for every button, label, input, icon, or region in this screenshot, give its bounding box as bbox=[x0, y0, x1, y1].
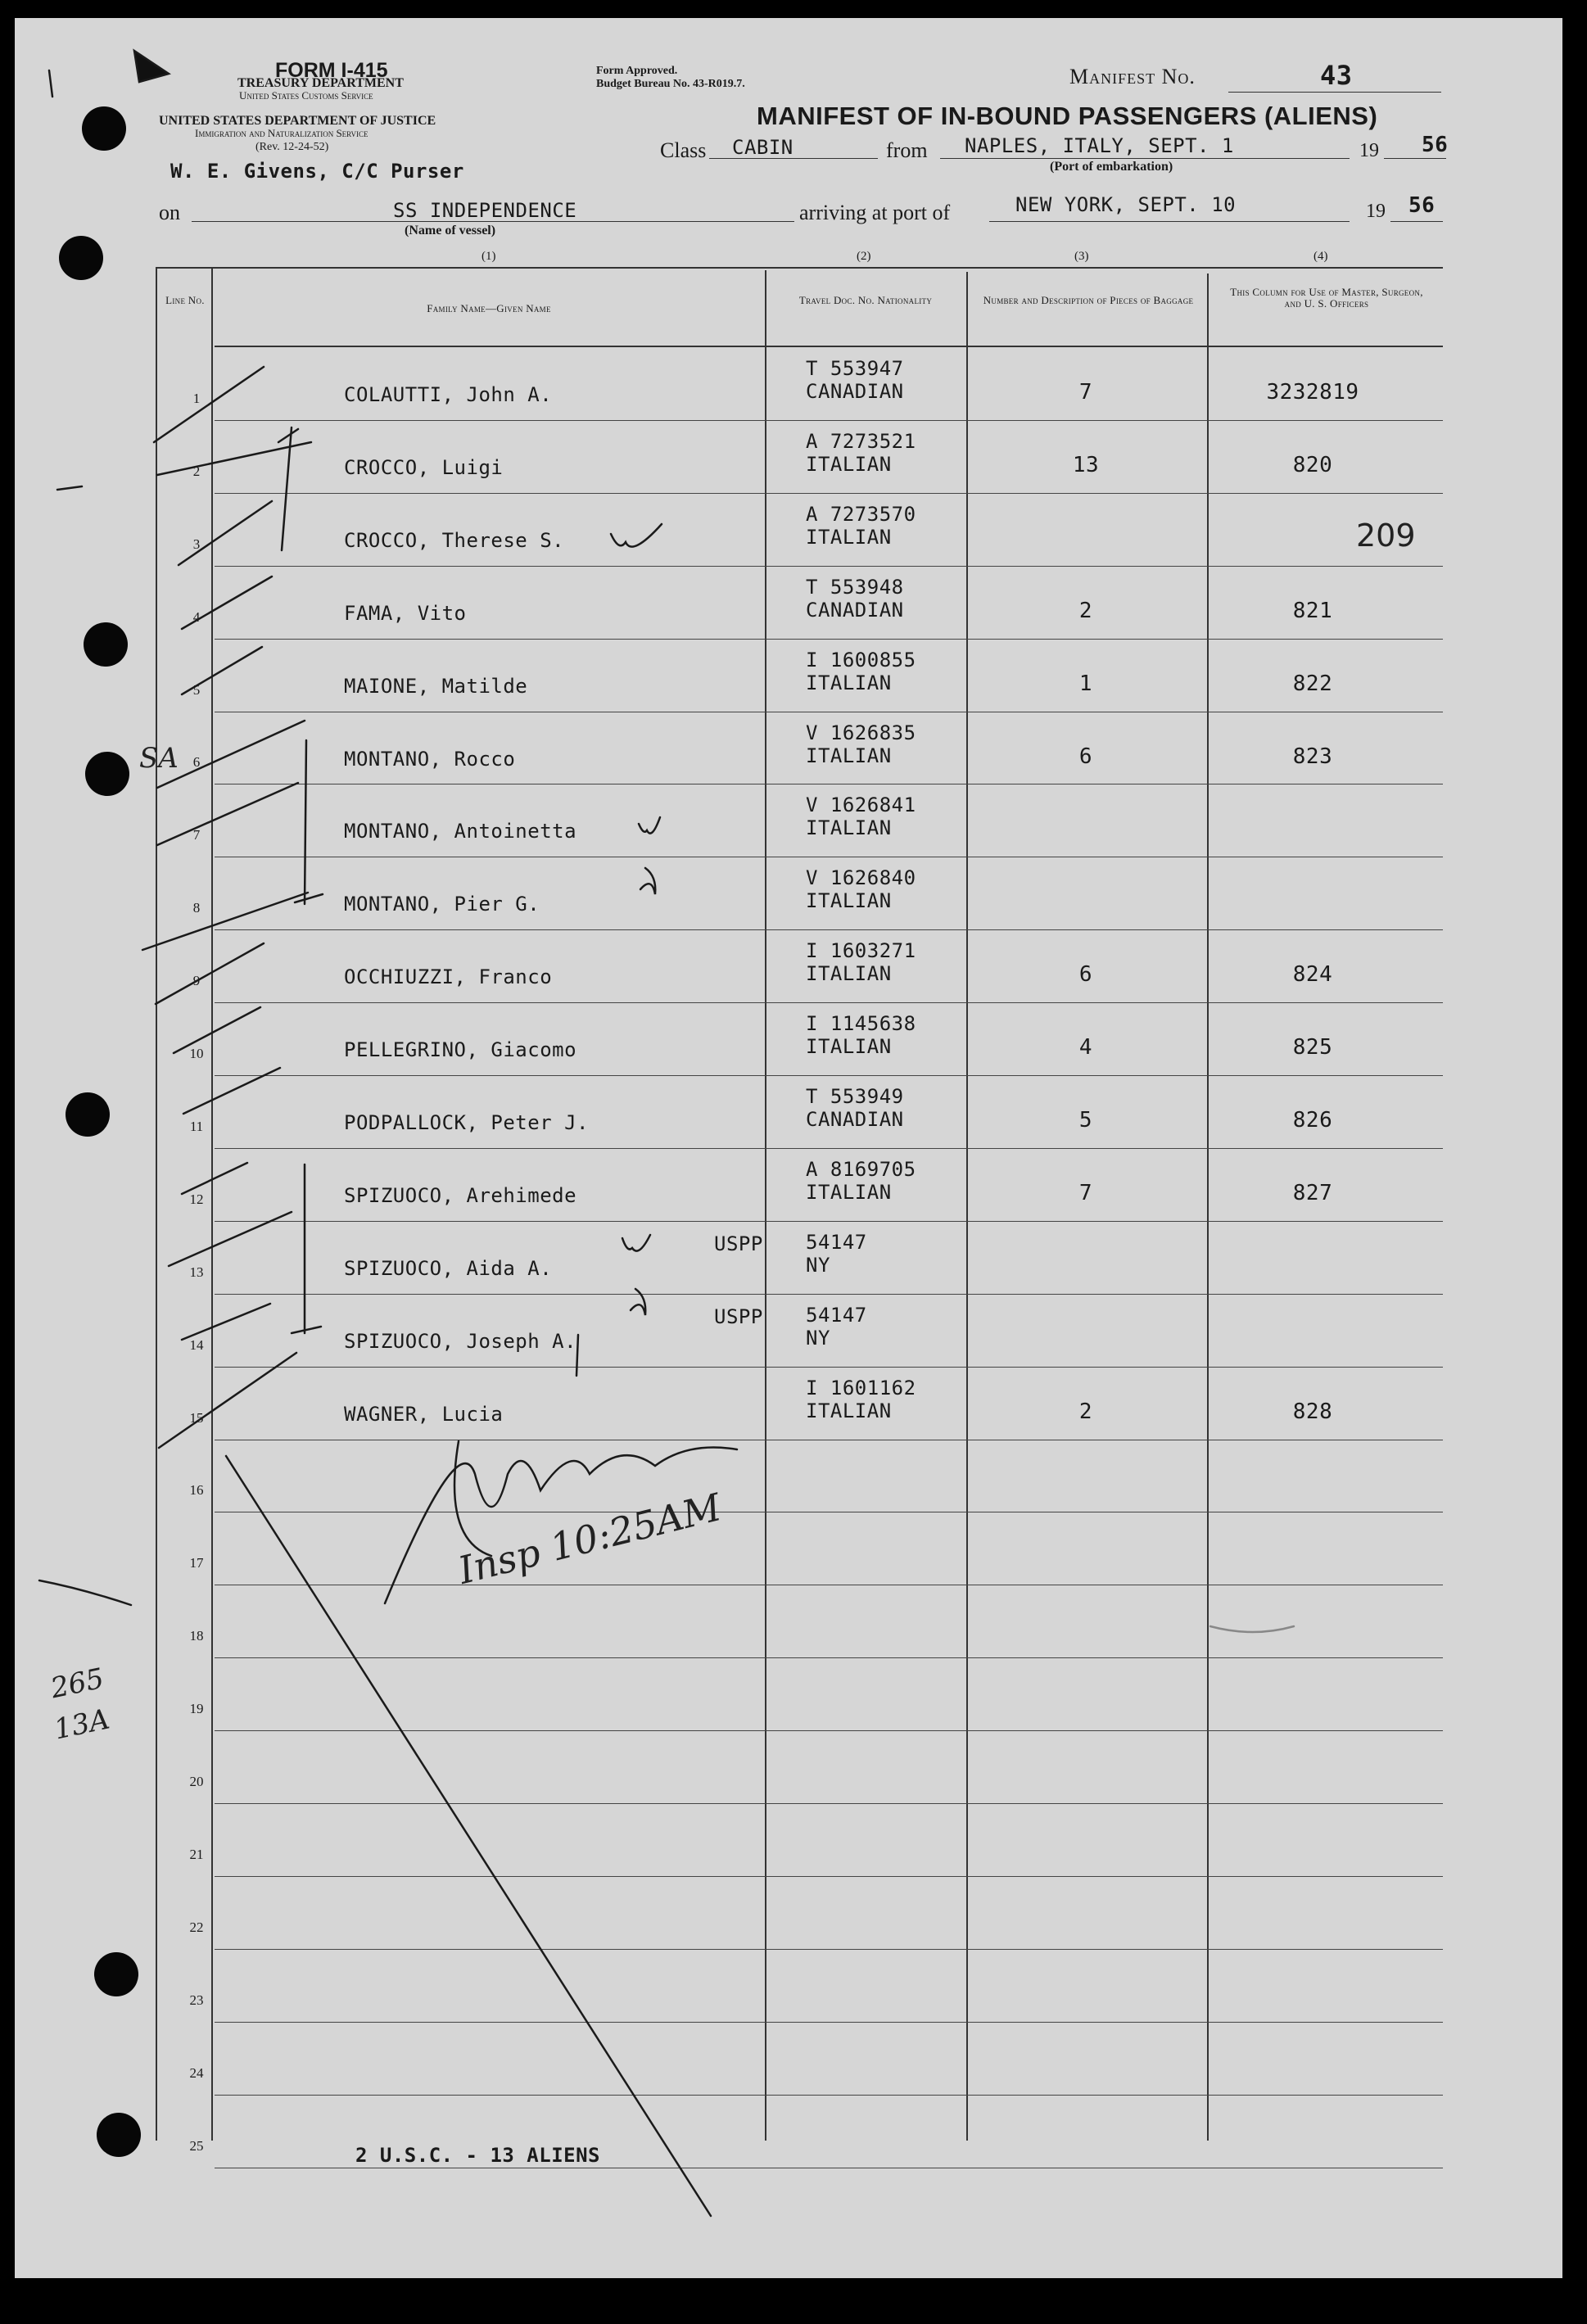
manifest-no-label: Manifest No. bbox=[1069, 65, 1196, 88]
d-mark bbox=[640, 868, 655, 894]
faint-stroke bbox=[1210, 1626, 1294, 1632]
travel-doc-number: A 7273521 bbox=[806, 429, 916, 453]
nationality: CANADIAN bbox=[806, 598, 904, 622]
check-mark bbox=[157, 721, 305, 788]
travel-doc-prefix: USPP bbox=[714, 1304, 763, 1328]
baggage-count: 2 bbox=[1078, 598, 1093, 623]
travel-doc-number: I 1145638 bbox=[806, 1012, 916, 1036]
check-mark bbox=[156, 943, 264, 1004]
passenger-name: PELLEGRINO, Giacomo bbox=[344, 1038, 577, 1062]
line-number: 16 bbox=[189, 1482, 204, 1499]
w-mark bbox=[611, 524, 662, 547]
from-value: NAPLES, ITALY, SEPT. 1 bbox=[965, 134, 1234, 157]
check-mark bbox=[183, 1068, 280, 1114]
margin-note-2: 13A bbox=[51, 1702, 113, 1747]
margin-note-1: 265 bbox=[47, 1662, 107, 1706]
corner-mark bbox=[134, 51, 169, 82]
family-bracket bbox=[292, 1164, 321, 1333]
arriving-value: NEW YORK, SEPT. 10 bbox=[1015, 193, 1237, 216]
line-number: 23 bbox=[189, 1992, 204, 2008]
year-prefix-1: 19 bbox=[1359, 140, 1379, 161]
nationality: ITALIAN bbox=[806, 671, 892, 694]
line-number: 3 bbox=[192, 536, 201, 552]
line-number: 14 bbox=[189, 1336, 204, 1353]
arriving-label: arriving at port of bbox=[799, 201, 951, 224]
nationality: ITALIAN bbox=[806, 1180, 892, 1204]
nationality: ITALIAN bbox=[806, 1399, 892, 1422]
line-number: 2 bbox=[192, 463, 201, 479]
header-officers: This Column for Use of Master, Surgeon, and U. S. Officers bbox=[1230, 286, 1423, 310]
line-number: 17 bbox=[189, 1555, 204, 1571]
line-number: 4 bbox=[192, 608, 201, 625]
header-baggage: Number and Description of Pieces of Baggage bbox=[983, 294, 1194, 306]
line-number: 7 bbox=[192, 827, 201, 843]
class-label: Class bbox=[660, 138, 707, 162]
w-mark bbox=[639, 817, 660, 834]
header-name: Family Name—Given Name bbox=[427, 302, 551, 314]
stroke bbox=[57, 486, 82, 490]
line-number: 12 bbox=[189, 1191, 204, 1207]
travel-doc-number: I 1603271 bbox=[806, 939, 916, 963]
baggage-count: 1 bbox=[1078, 671, 1093, 696]
officer-number: 3232819 bbox=[1266, 380, 1359, 405]
line-number: 24 bbox=[189, 2064, 204, 2081]
class-value: CABIN bbox=[732, 136, 794, 159]
port-caption: (Port of embarkation) bbox=[1050, 160, 1173, 174]
customs-service: United States Customs Service bbox=[239, 89, 373, 102]
travel-doc-number: 54147 bbox=[806, 1303, 867, 1327]
baggage-count: 7 bbox=[1078, 380, 1093, 405]
row3-extra-number: 209 bbox=[1356, 518, 1416, 554]
nationality: ITALIAN bbox=[806, 889, 892, 913]
col-num-1: (1) bbox=[482, 250, 496, 263]
officer-number: 828 bbox=[1292, 1399, 1333, 1424]
travel-doc-prefix: USPP bbox=[714, 1232, 763, 1255]
officer-number: 820 bbox=[1292, 452, 1333, 477]
stroke bbox=[576, 1335, 578, 1376]
travel-doc-number: A 7273570 bbox=[806, 502, 916, 526]
passenger-name: MONTANO, Pier G. bbox=[344, 893, 540, 916]
check-mark bbox=[169, 1212, 292, 1266]
line-number: 1 bbox=[192, 390, 201, 406]
line-number: 5 bbox=[192, 681, 201, 698]
nationality: CANADIAN bbox=[806, 1108, 904, 1131]
travel-doc-number: V 1626841 bbox=[806, 794, 916, 817]
line-number: 9 bbox=[192, 973, 201, 989]
nationality: CANADIAN bbox=[806, 380, 904, 403]
passenger-name: COLAUTTI, John A. bbox=[344, 383, 553, 406]
justice-dept: UNITED STATES DEPARTMENT OF JUSTICE bbox=[159, 114, 436, 128]
year-prefix-2: 19 bbox=[1366, 201, 1386, 222]
vessel-name: SS INDEPENDENCE bbox=[393, 199, 577, 222]
passenger-name: MONTANO, Rocco bbox=[344, 747, 516, 771]
ins-service: Immigration and Naturalization Service bbox=[195, 127, 368, 139]
footer-summary: 2 U.S.C. - 13 ALIENS bbox=[355, 2144, 600, 2167]
on-label: on bbox=[159, 201, 180, 224]
travel-doc-number: I 1600855 bbox=[806, 648, 916, 671]
nationality: ITALIAN bbox=[806, 525, 892, 549]
check-mark bbox=[179, 501, 272, 565]
line-number: 19 bbox=[189, 1701, 204, 1717]
line-number: 15 bbox=[189, 1409, 204, 1426]
line-number: 18 bbox=[189, 1628, 204, 1644]
officer-number: 823 bbox=[1292, 744, 1333, 769]
check-mark bbox=[182, 1163, 247, 1194]
baggage-count: 6 bbox=[1078, 744, 1093, 769]
passenger-name: MONTANO, Antoinetta bbox=[344, 820, 577, 843]
passenger-name: MAIONE, Matilde bbox=[344, 674, 528, 698]
nationality: ITALIAN bbox=[806, 452, 892, 476]
form-approved: Form Approved. bbox=[596, 65, 678, 77]
line-number: 6 bbox=[192, 754, 201, 771]
nationality: NY bbox=[806, 1326, 830, 1350]
line-number: 10 bbox=[189, 1046, 204, 1061]
line-number: 22 bbox=[189, 1919, 204, 1935]
passenger-name: OCCHIUZZI, Franco bbox=[344, 965, 553, 989]
d-mark bbox=[631, 1289, 645, 1315]
sa-mark: SA bbox=[139, 742, 179, 775]
travel-doc-number: 54147 bbox=[806, 1230, 867, 1254]
header-travel-doc: Travel Doc. No. Nationality bbox=[798, 294, 933, 306]
travel-doc-number: T 553948 bbox=[806, 575, 904, 599]
baggage-count: 7 bbox=[1078, 1180, 1093, 1205]
header-line-no: Line No. bbox=[165, 294, 205, 306]
manifest-no-value: 43 bbox=[1320, 60, 1353, 91]
signature-stroke bbox=[385, 1441, 737, 1603]
travel-doc-number: V 1626835 bbox=[806, 721, 916, 744]
form-revision: (Rev. 12-24-52) bbox=[255, 141, 329, 153]
purser-name: W. E. Givens, C/C Purser bbox=[170, 160, 464, 183]
nationality: ITALIAN bbox=[806, 744, 892, 767]
baggage-count: 2 bbox=[1078, 1399, 1093, 1424]
officer-number: 821 bbox=[1292, 598, 1333, 623]
col-num-3: (3) bbox=[1074, 250, 1089, 263]
inspector-note: Insp 10:25AM bbox=[454, 1485, 726, 1593]
col-num-2: (2) bbox=[857, 250, 871, 263]
line-number: 20 bbox=[189, 1774, 204, 1789]
check-mark bbox=[157, 783, 298, 845]
baggage-count: 13 bbox=[1072, 452, 1100, 477]
travel-doc-number: I 1601162 bbox=[806, 1376, 916, 1399]
line-number: 8 bbox=[192, 900, 201, 916]
passenger-name: WAGNER, Lucia bbox=[344, 1402, 504, 1426]
travel-doc-number: A 8169705 bbox=[806, 1157, 916, 1181]
col-num-4: (4) bbox=[1313, 250, 1328, 263]
passenger-name: CROCCO, Luigi bbox=[344, 455, 504, 479]
line-number: 13 bbox=[189, 1264, 204, 1280]
check-mark bbox=[159, 1353, 296, 1448]
line-number: 21 bbox=[189, 1846, 204, 1862]
passenger-name: SPIZUOCO, Aida A. bbox=[344, 1256, 553, 1280]
check-mark bbox=[154, 367, 264, 442]
officer-number: 822 bbox=[1292, 671, 1333, 696]
check-mark bbox=[182, 576, 272, 629]
nationality: ITALIAN bbox=[806, 962, 892, 986]
line-number: 11 bbox=[189, 1118, 204, 1134]
line-number: 25 bbox=[189, 2137, 204, 2154]
travel-doc-number: V 1626840 bbox=[806, 866, 916, 890]
travel-doc-number: T 553947 bbox=[806, 357, 904, 380]
vessel-caption: (Name of vessel) bbox=[405, 224, 496, 237]
form-number: FORM I-415 bbox=[275, 59, 388, 82]
passenger-name: SPIZUOCO, Arehimede bbox=[344, 1183, 577, 1207]
nationality: ITALIAN bbox=[806, 816, 892, 840]
manifest-title: MANIFEST OF IN-BOUND PASSENGERS (ALIENS) bbox=[757, 102, 1378, 130]
stroke bbox=[39, 1580, 131, 1605]
passenger-name: PODPALLOCK, Peter J. bbox=[344, 1111, 589, 1134]
travel-doc-number: T 553949 bbox=[806, 1085, 904, 1108]
officer-number: 827 bbox=[1292, 1180, 1333, 1205]
cancel-line bbox=[226, 1456, 711, 2216]
officer-number: 824 bbox=[1292, 962, 1333, 988]
stroke bbox=[49, 70, 52, 97]
check-mark bbox=[174, 1007, 260, 1053]
check-mark bbox=[142, 893, 308, 950]
nationality: ITALIAN bbox=[806, 1035, 892, 1059]
check-mark bbox=[182, 1304, 270, 1340]
passenger-name: SPIZUOCO, Joseph A. bbox=[344, 1329, 577, 1353]
baggage-count: 6 bbox=[1078, 962, 1093, 988]
check-mark bbox=[182, 647, 262, 694]
year-2: 56 bbox=[1408, 193, 1436, 218]
passenger-name: FAMA, Vito bbox=[344, 601, 467, 625]
nationality: NY bbox=[806, 1253, 830, 1277]
family-bracket bbox=[295, 740, 323, 904]
officer-number: 826 bbox=[1292, 1108, 1333, 1133]
baggage-count: 5 bbox=[1078, 1108, 1093, 1133]
baggage-count: 4 bbox=[1078, 1035, 1093, 1060]
treasury-dept: TREASURY DEPARTMENT bbox=[237, 76, 404, 90]
from-label: from bbox=[886, 138, 928, 162]
year-1: 56 bbox=[1422, 133, 1449, 157]
budget-bureau: Budget Bureau No. 43-R019.7. bbox=[596, 78, 745, 90]
w-mark bbox=[622, 1235, 650, 1251]
officer-number: 825 bbox=[1292, 1035, 1333, 1060]
passenger-name: CROCCO, Therese S. bbox=[344, 528, 565, 552]
